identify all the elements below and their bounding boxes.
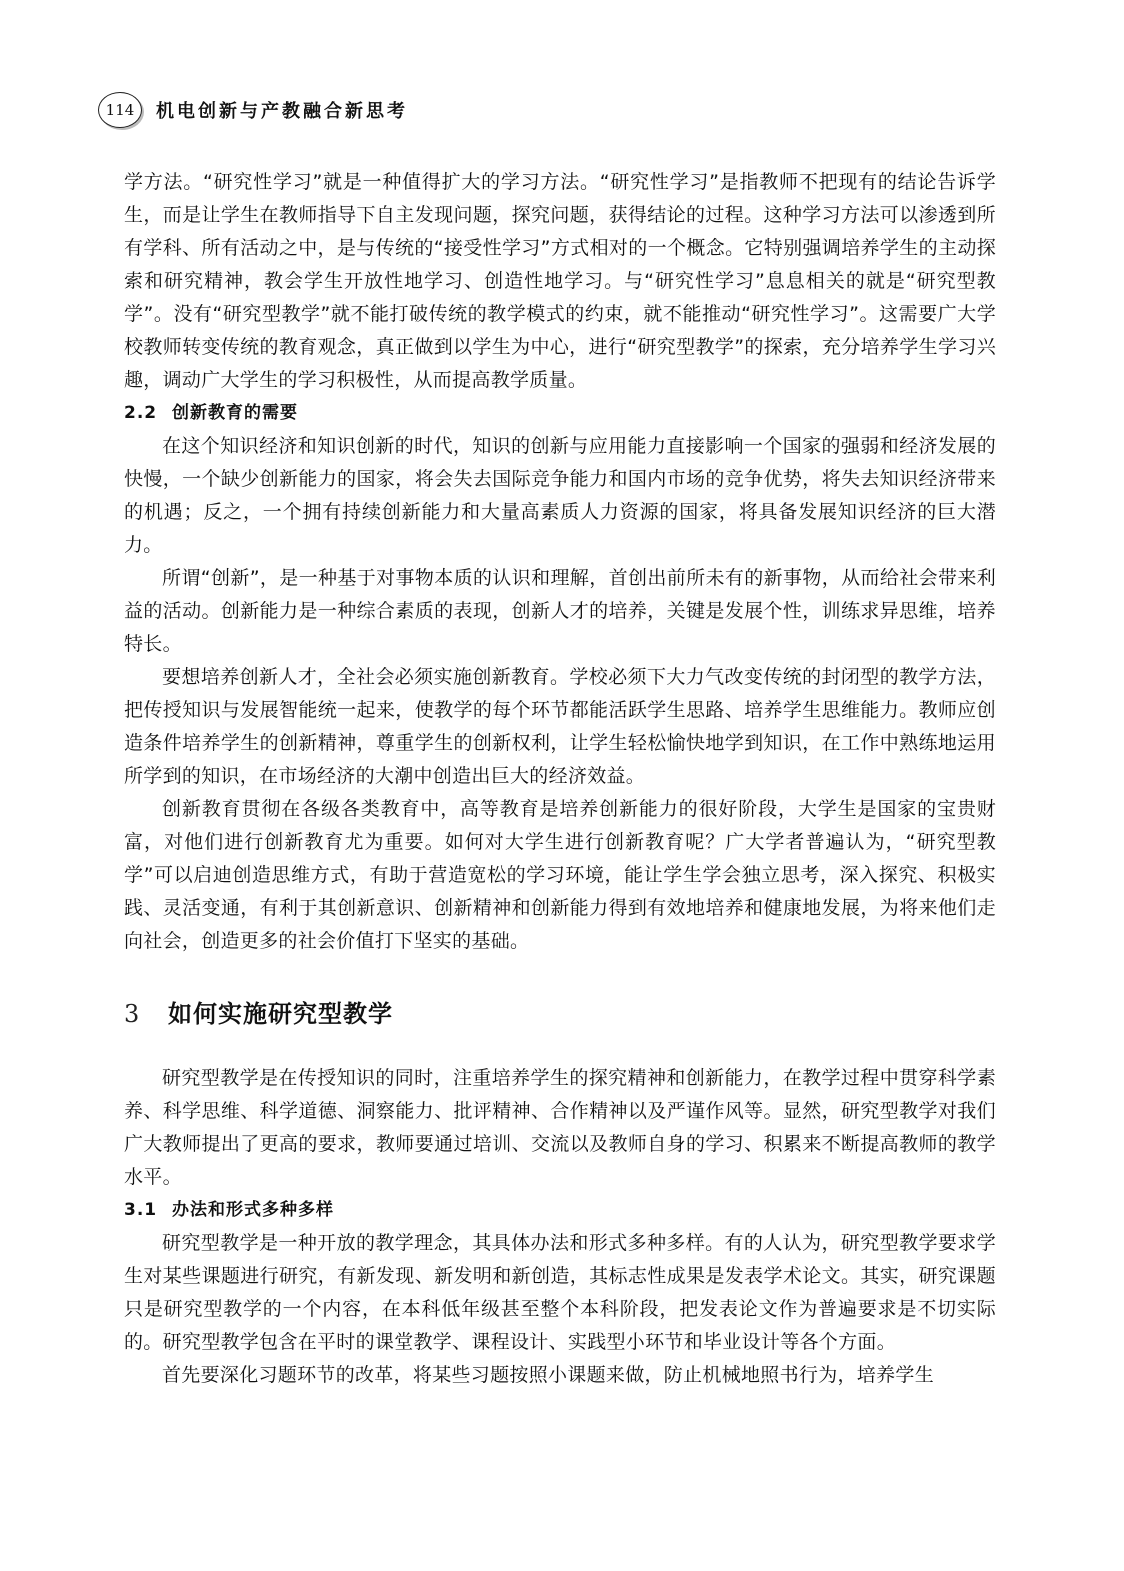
paragraph: 研究型教学是一种开放的教学理念，其具体办法和形式多种多样。有的人认为，研究型教学要求学生对某些课题进行研究，有新发现、新发明和新创造，其标志性成果是发表学术论文。其实，研究课题只是研究型教学的一个内容，在本科低年级甚至整个本科阶段，把发表论文作为普遍要求是不切实际的。研究型教学包含在平时的课堂教学、课程设计、实践型小环节和毕业设计等各个方面。 — [124, 1232, 996, 1353]
paragraph: 研究型教学是在传授知识的同时，注重培养学生的探究精神和创新能力，在教学过程中贯穿科学素养、科学思维、科学道德、洞察能力、批评精神、合作精神以及严谨作风等。显然，研究型教学对我们广大教师提出了更高的要求，教师要通过培训、交流以及教师自身的学习、积累来不断提高教师的教学水平。 — [124, 1067, 996, 1188]
page-header — [98, 88, 408, 132]
subsection-heading-2-2 — [124, 397, 996, 430]
section-heading-3 — [124, 994, 996, 1036]
subsection-heading-3-1 — [124, 1194, 996, 1227]
subsection-title: 办法和形式多种多样 — [172, 1200, 334, 1220]
paragraph: 所谓“创新”，是一种基于对事物本质的认识和理解，首创出前所未有的新事物，从而给社会带来利益的活动。创新能力是一种综合素质的表现，创新人才的培养，关键是发展个性，训练求异思维，培养特长。 — [124, 567, 996, 655]
section-number: 3 — [124, 1000, 140, 1028]
section-title: 如何实施研究型教学 — [168, 999, 393, 1028]
page-number: 114 — [98, 92, 142, 128]
paragraph: 在这个知识经济和知识创新的时代，知识的创新与应用能力直接影响一个国家的强弱和经济发展的快慢，一个缺少创新能力的国家，将会失去国际竞争能力和国内市场的竞争优势，将失去知识经济带来的机遇；反之，一个拥有持续创新能力和大量高素质人力资源的国家，将具备发展知识经济的巨大潜力。 — [124, 435, 996, 556]
paragraph: 首先要深化习题环节的改革，将某些习题按照小课题来做，防止机械地照书行为，培养学生 — [162, 1364, 935, 1386]
paragraph: 要想培养创新人才，全社会必须实施创新教育。学校必须下大力气改变传统的封闭型的教学方法，把传授知识与发展智能统一起来，使教学的每个环节都能活跃学生思路、培养学生思维能力。教师应创造条件培养学生的创新精神，尊重学生的创新权利，让学生轻松愉快地学到知识，在工作中熟练地运用所学到的知识，在市场经济的大潮中创造出巨大的经济效益。 — [124, 666, 996, 787]
paragraph: 创新教育贯彻在各级各类教育中，高等教育是培养创新能力的很好阶段，大学生是国家的宝贵财富，对他们进行创新教育尤为重要。如何对大学生进行创新教育呢？广大学者普遍认为，“研究型教学”可以启迪创造思维方式，有助于营造宽松的学习环境，能让学生学会独立思考，深入探究、积极实践、灵活变通，有利于其创新意识、创新精神和创新能力得到有效地培养和健康地发展，为将来他们走向社会，创造更多的社会价值打下坚实的基础。 — [124, 798, 996, 952]
subsection-number: 2.2 — [124, 403, 158, 423]
book-title: 机电创新与产教融合新思考 — [156, 101, 408, 122]
subsection-title: 创新教育的需要 — [172, 403, 298, 423]
paragraph-continued: 学方法。“研究性学习”就是一种值得扩大的学习方法。“研究性学习”是指教师不把现有的结论告诉学生，而是让学生在教师指导下自主发现问题，探究问题，获得结论的过程。这种学习方法可以渗透到所有学科、所有活动之中，是与传统的“接受性学习”方式相对的一个概念。它特别强调培养学生的主动探索和研究精神，教会学生开放性地学习、创造性地学习。与“研究性学习”息息相关的就是“研究型教学”。没有“研究型教学”就不能打破传统的教学模式的约束，就不能推动“研究性学习”。这需要广大学校教师转变传统的教育观念，真正做到以学生为中心，进行“研究型教学”的探索，充分培养学生学习兴趣，调动广大学生的学习积极性，从而提高教学质量。 — [124, 171, 996, 391]
page-body — [124, 166, 996, 1392]
subsection-number: 3.1 — [124, 1200, 158, 1220]
